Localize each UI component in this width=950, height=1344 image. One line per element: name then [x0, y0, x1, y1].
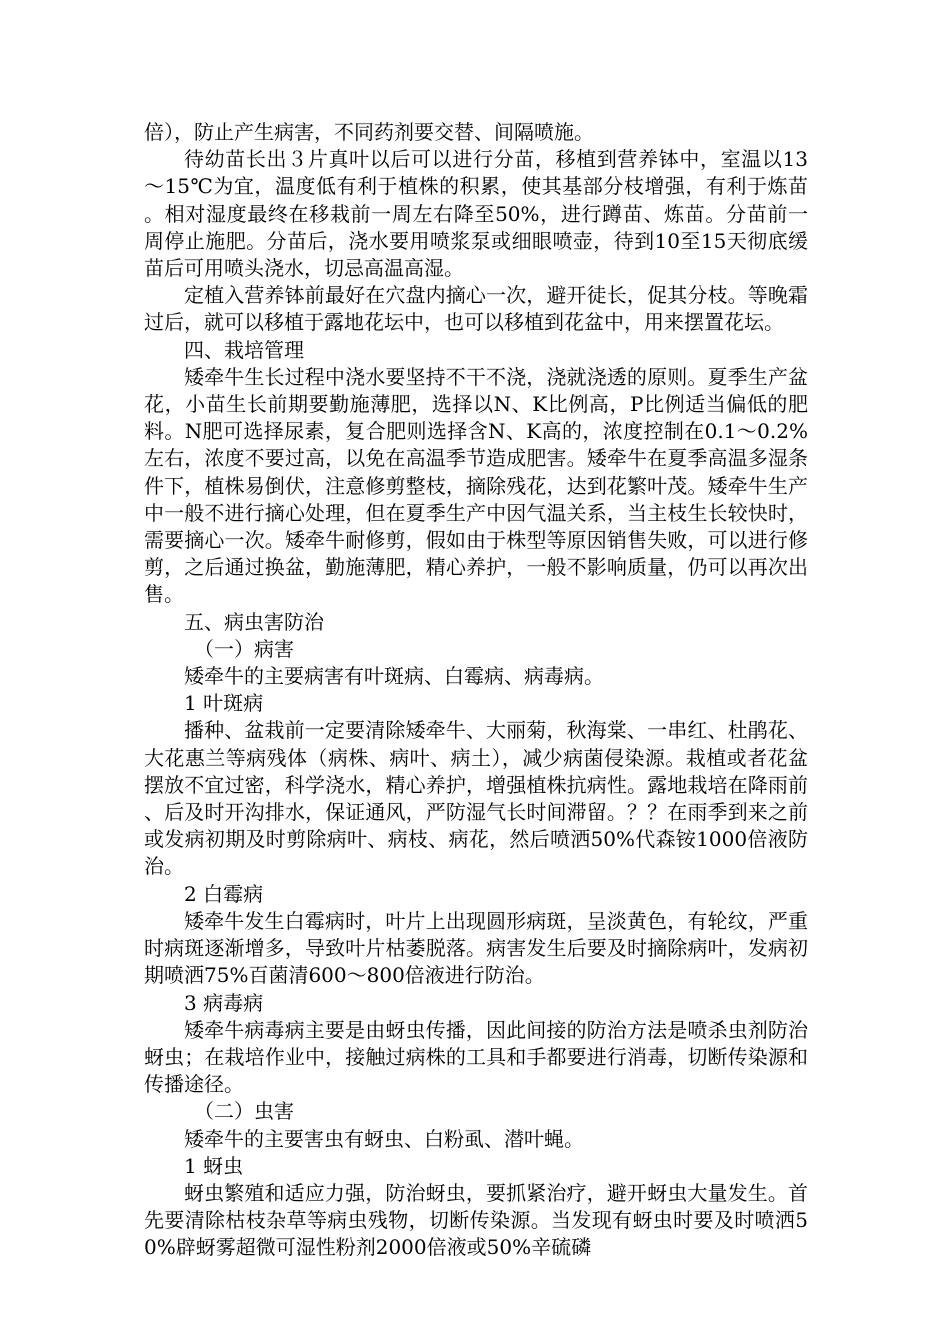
document-page [144, 119, 808, 1262]
paragraph-diseases-intro: 矮牵牛的主要病害有叶斑病、白霉病、病毒病。 [184, 664, 604, 689]
paragraph-aphid: 蚜虫繁殖和适应力强，防治蚜虫，要抓紧治疗，避开蚜虫大量发生。首先要清除枯枝杂草等病虫残物，切断传染源。当发现有蚜虫时要及时喷洒50%辟蚜雾超微可湿性粉剂2000倍液或50%辛硫磷 [144, 1180, 808, 1260]
paragraph-leaf-spot: 播种、盆栽前一定要清除矮牵牛、大丽菊，秋海棠、一串红、杜鹃花、大花惠兰等病残体（病株、病叶、病土），减少病菌侵染源。栽植或者花盆摆放不宜过密，科学浇水，精心养护，增强植株抗病性。露地栽培在降雨前、后及时开沟排水，保证通风，严防湿气长时间滞留。？？在雨季到来之前或发病初期及时剪除病叶、病枝、病花，然后喷洒50%代森铵1000倍液防治。 [144, 718, 808, 879]
paragraph-cultivation: 矮牵牛生长过程中浇水要坚持不干不浇，浇就浇透的原则。夏季生产盆花，小苗生长前期要勤施薄肥，选择以N、K比例高，P比例适当偏低的肥料。N肥可选择尿素，复合肥则选择含N、K高的，浓度控制在0.1～0.2%左右，浓度不要过高，以免在高温季节造成肥害。矮牵牛在夏季高温多湿条件下，植株易倒伏，注意修剪整枝，摘除残花，达到花繁叶茂。矮牵牛生产中一般不进行摘心处理，但在夏季生产中因气温关系，当主枝生长较快时，需要摘心一次。矮牵牛耐修剪，假如由于株型等原因销售失败，可以进行修剪，之后通过换盆，勤施薄肥，精心养护，一般不影响质量，仍可以再次出售。 [144, 364, 808, 607]
item-heading-aphid: 1 蚜虫 [184, 1153, 244, 1178]
item-heading-white-mold: 2 白霉病 [184, 881, 264, 906]
subsection-heading-pests: （二）虫害 [194, 1099, 294, 1124]
item-heading-leaf-spot: 1 叶斑病 [184, 691, 264, 716]
paragraph-continuation: 倍），防止产生病害，不同药剂要交替、间隔喷施。 [144, 120, 594, 144]
section-heading-pest-control: 五、病虫害防治 [184, 609, 324, 634]
item-heading-virus: 3 病毒病 [184, 990, 264, 1015]
paragraph-white-mold: 矮牵牛发生白霉病时，叶片上出现圆形病斑，呈淡黄色，有轮纹，严重时病斑逐渐增多，导致叶片枯萎脱落。病害发生后要及时摘除病叶，发病初期喷洒75%百菌清600～800倍液进行防治。 [144, 908, 808, 988]
paragraph-pests-intro: 矮牵牛的主要害虫有蚜虫、白粉虱、潜叶蝇。 [184, 1126, 584, 1151]
paragraph-planting: 定植入营养钵前最好在穴盘内摘心一次，避开徒长，促其分枝。等晚霜过后，就可以移植于露地花坛中，也可以移植到花盆中，用来摆置花坛。 [144, 283, 808, 335]
paragraph-seedling-transplant: 待幼苗长出３片真叶以后可以进行分苗，移植到营养钵中，室温以13～15℃为宜，温度低有利于植株的积累，使其基部分枝增强，有利于炼苗。相对湿度最终在移栽前一周左右降至50%，进行蹲苗、炼苗。分苗前一周停止施肥。分苗后，浇水要用喷浆泵或细眼喷壶，待到10至15天彻底缓苗后可用喷头浇水，切忌高温高湿。 [144, 147, 808, 281]
subsection-heading-diseases: （一）病害 [194, 636, 294, 661]
section-heading-cultivation: 四、栽培管理 [184, 337, 304, 362]
paragraph-virus: 矮牵牛病毒病主要是由蚜虫传播，因此间接的防治方法是喷杀虫剂防治蚜虫；在栽培作业中，接触过病株的工具和手都要进行消毒，切断传染源和传播途径。 [144, 1017, 808, 1097]
